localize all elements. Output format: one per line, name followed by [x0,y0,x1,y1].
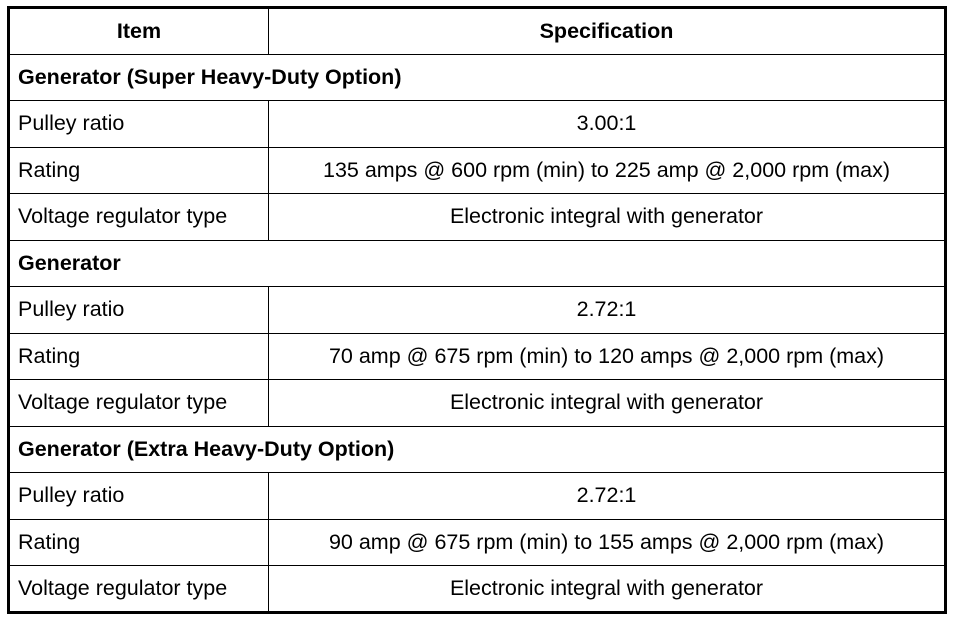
table-row [9,194,946,241]
table-row [9,287,946,334]
table-row [9,333,946,380]
item-cell: Voltage regulator type [9,566,269,613]
specification-table [7,6,947,614]
table-row [9,519,946,566]
spec-cell: 3.00:1 [269,101,946,148]
item-cell: Rating [9,147,269,194]
section-row [9,54,946,101]
table-row [9,566,946,613]
header-row [9,8,946,55]
item-cell: Pulley ratio [9,101,269,148]
section-row [9,240,946,287]
item-cell: Pulley ratio [9,473,269,520]
table-row [9,147,946,194]
header-specification: Specification [269,8,946,55]
section-title: Generator [9,240,946,287]
spec-cell: 2.72:1 [269,287,946,334]
item-cell: Voltage regulator type [9,194,269,241]
item-cell: Rating [9,519,269,566]
spec-cell: 70 amp @ 675 rpm (min) to 120 amps @ 2,000 rpm (max) [269,333,946,380]
section-row [9,426,946,473]
spec-cell: Electronic integral with generator [269,566,946,613]
spec-cell: 2.72:1 [269,473,946,520]
table-row [9,473,946,520]
spec-cell: Electronic integral with generator [269,380,946,427]
section-title: Generator (Super Heavy-Duty Option) [9,54,946,101]
table-row [9,101,946,148]
spec-cell: 90 amp @ 675 rpm (min) to 155 amps @ 2,000 rpm (max) [269,519,946,566]
table-row [9,380,946,427]
header-item: Item [9,8,269,55]
item-cell: Rating [9,333,269,380]
item-cell: Pulley ratio [9,287,269,334]
item-cell: Voltage regulator type [9,380,269,427]
spec-cell: 135 amps @ 600 rpm (min) to 225 amp @ 2,000 rpm (max) [269,147,946,194]
section-title: Generator (Extra Heavy-Duty Option) [9,426,946,473]
spec-cell: Electronic integral with generator [269,194,946,241]
